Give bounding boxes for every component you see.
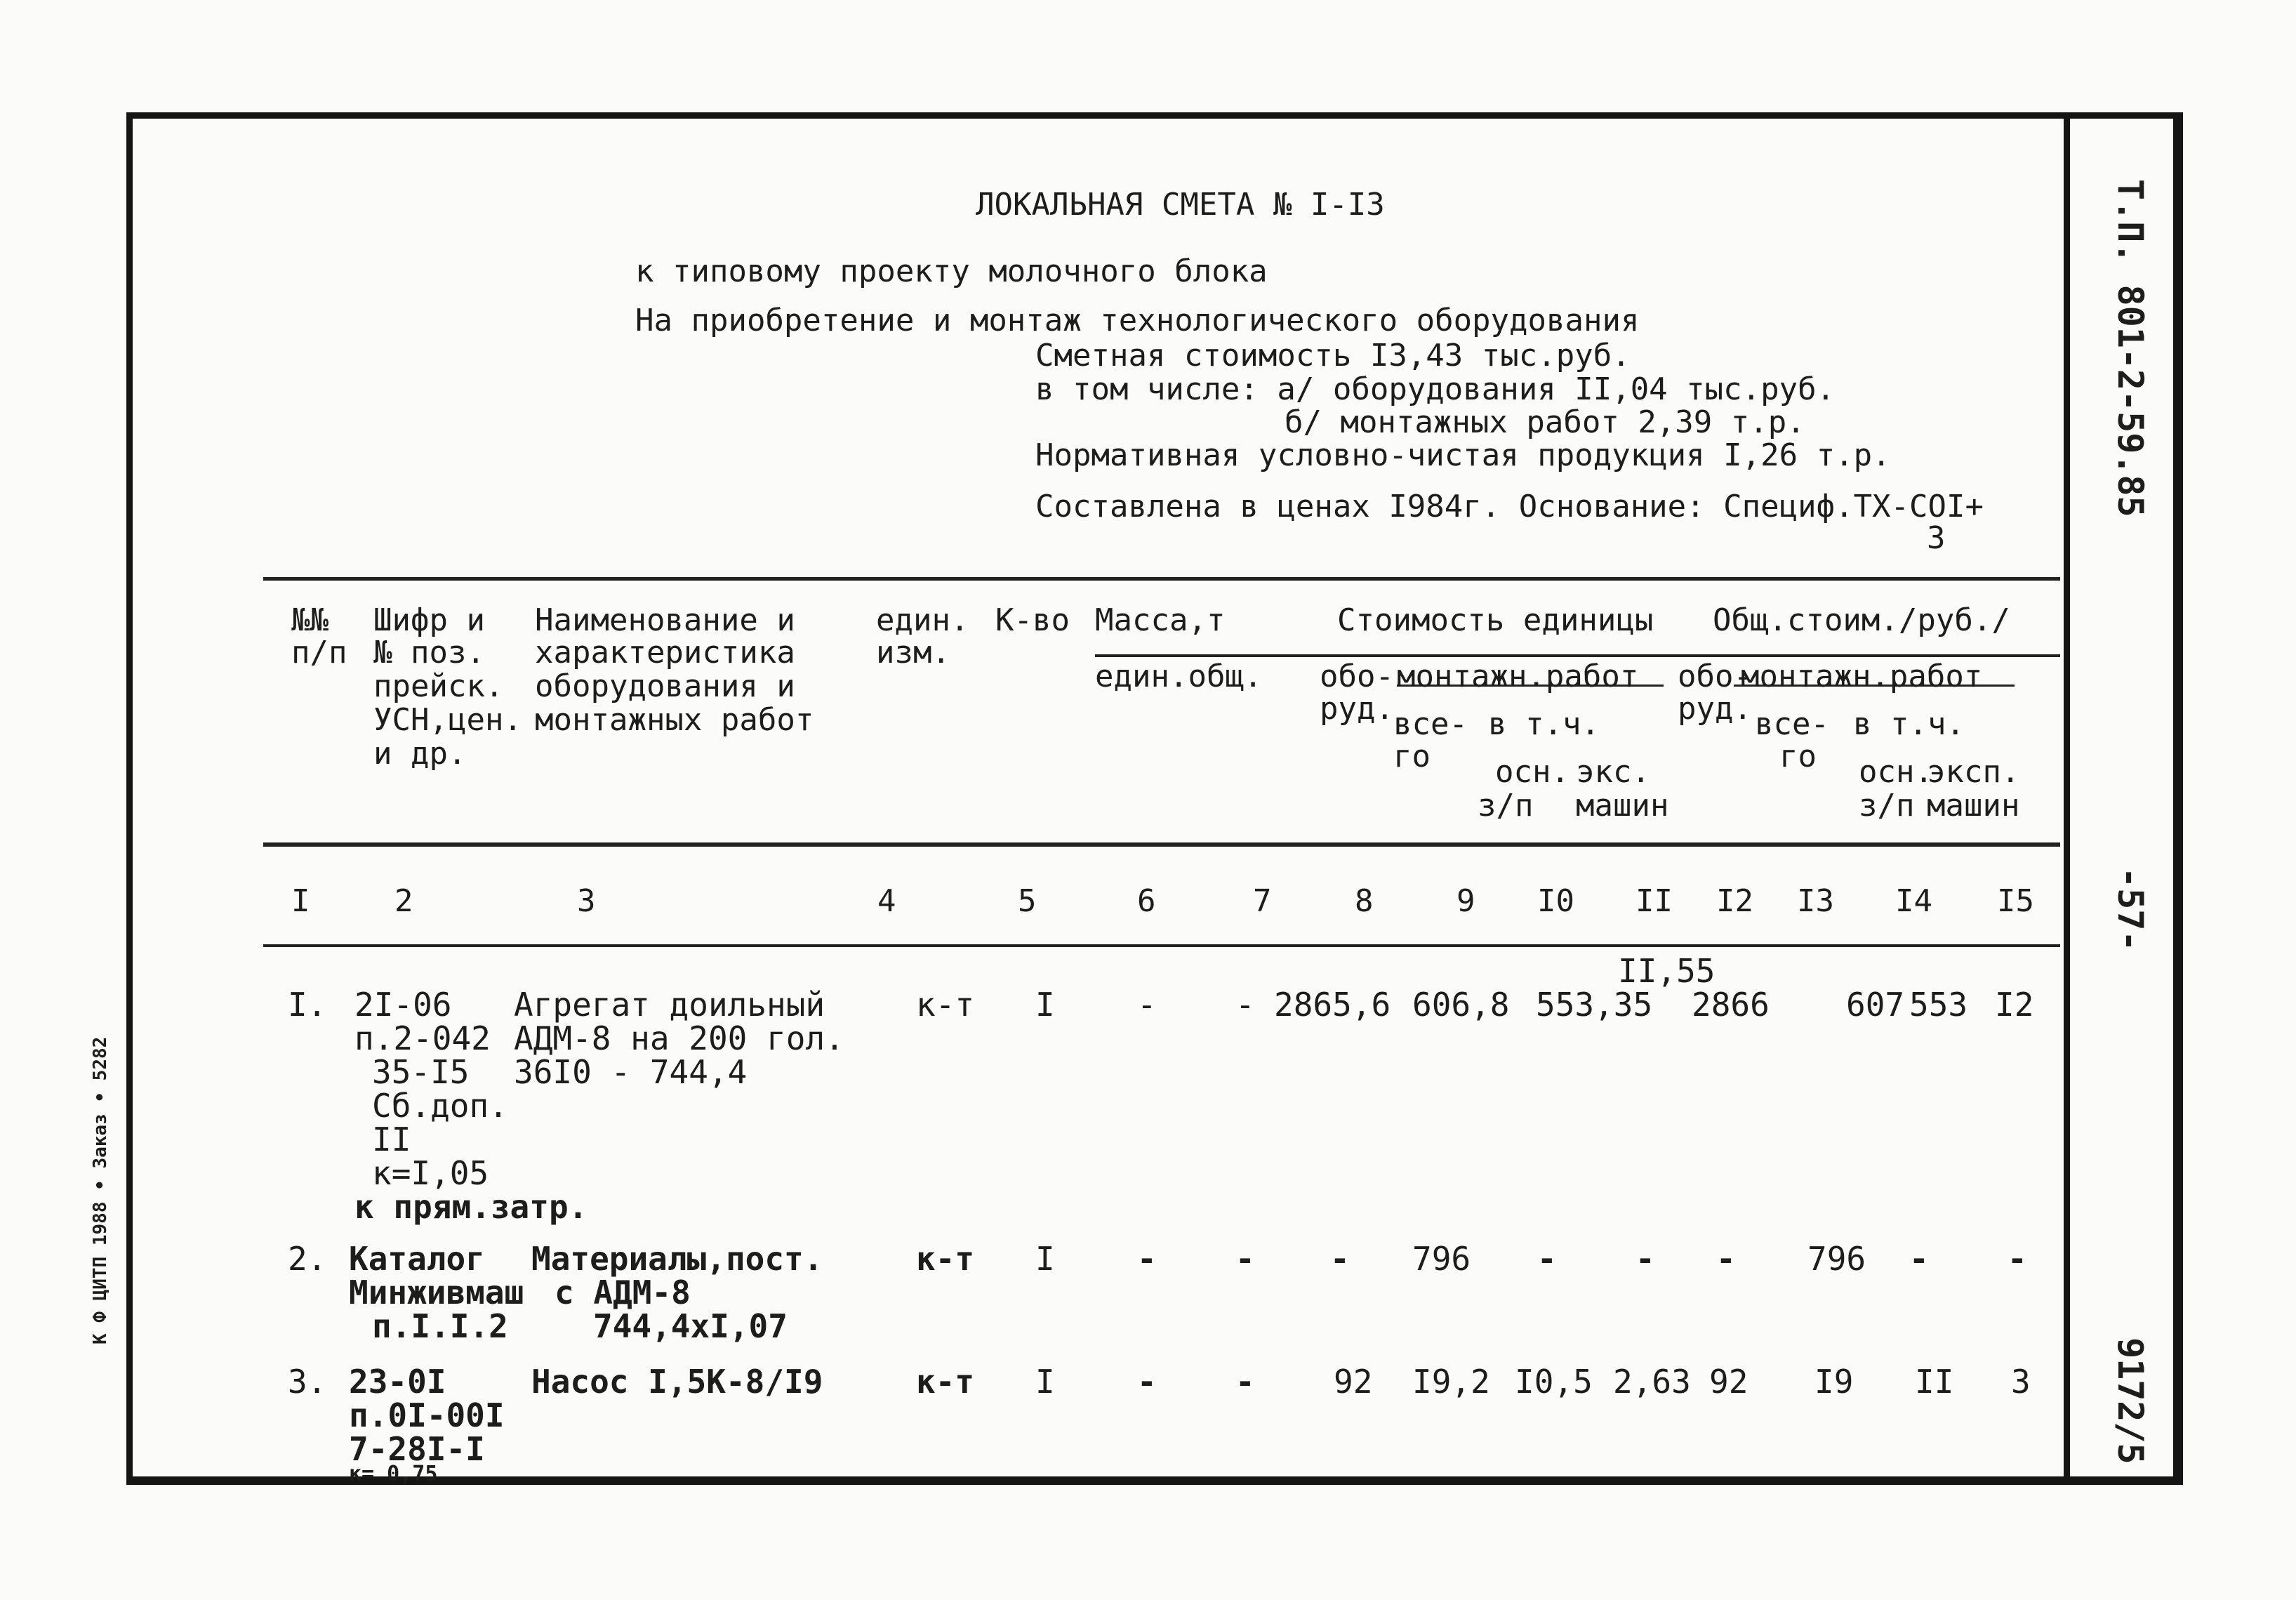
summary-line-5: Составлена в ценах I984г. Основание: Специф.ТХ-СОI+ [1035,489,1984,524]
row-name-line: 744,4хI,07 [593,1307,788,1345]
column-number-12: I2 [1716,883,1753,919]
row-mass-unit: - [1137,1363,1157,1401]
header-bottom-rule [263,842,2060,847]
row-code-line: к= 0,75 [349,1462,438,1486]
header-unit-all-2: го [1393,739,1431,774]
header-col1-line2: п/п [291,635,347,670]
header-unit-all-1: все- [1393,706,1468,742]
row-equip: - [1330,1240,1350,1278]
row-mass-unit: - [1137,986,1157,1024]
row-name-line: Агрегат доильный [514,986,825,1024]
row-name-line: 36I0 - 744,4 [514,1053,748,1091]
header-col3-line1: Наименование и [535,602,795,638]
row-unit: к-т [916,986,975,1024]
page-number: -57- [2110,867,2151,952]
header-col4-line1: един. [876,602,969,638]
column-number-4: 4 [877,883,896,919]
row-mont-osn: I0,5 [1515,1363,1593,1401]
row-total-eks: I2 [1995,986,2034,1024]
row-qty: I [1035,1240,1055,1278]
header-total-equip-1: обо- [1678,659,1752,694]
row-code-line: II [372,1120,411,1158]
header-total-equip-2: руд. [1678,691,1752,727]
row-code-line: к прям.затр. [354,1188,588,1226]
row-equip: 92 [1334,1363,1373,1401]
row-name-line: Материалы,пост. [531,1240,823,1278]
row-total-equip: 2866 [1692,986,1770,1024]
column-number-10: I0 [1537,883,1574,919]
row-mont-all: 606,8 [1412,986,1510,1024]
row-code-line: 2I-06 [354,986,452,1024]
row-total-all: 796 [1807,1240,1866,1278]
summary-line-1: Сметная стоимость I3,43 тыс.руб. [1035,338,1631,373]
summary-line-4: Нормативная условно-чистая продукция I,26 т.р. [1035,437,1891,473]
header-total-mash: машин [1927,788,2020,824]
row-mont-all: 796 [1412,1240,1471,1278]
row-mass-total: - [1235,1240,1255,1278]
header-col2-line2: № поз. [373,635,485,670]
row-code-line: к=I,05 [372,1154,489,1192]
header-col3-line2: характеристика [535,635,795,670]
row-unit: к-т [916,1240,975,1278]
row-total-all: 607 [1846,986,1905,1024]
document-title: ЛОКАЛЬНАЯ СМЕТА № I-I3 [976,187,1385,223]
column-number-5: 5 [1018,883,1037,919]
header-top-rule [263,577,2060,581]
header-total-cost: Общ.стоим./руб./ [1713,602,2010,638]
column-numbers-rule [263,944,2060,947]
row-total-equip: - [1716,1240,1736,1278]
header-col3-line4: монтажных работ [535,702,814,738]
header-col5: К-во [995,602,1070,638]
row-code-line: п.0I-00I [349,1396,505,1434]
row-total-eks: 3 [2011,1363,2031,1401]
column-number-15: I5 [1997,883,2034,919]
summary-line-5-sub: 3 [1927,520,1946,556]
row-equip: 2865,6 [1274,986,1391,1024]
header-col3-line3: оборудования и [535,668,795,704]
header-total-zp: з/п [1859,788,1915,824]
margin-print-note: К Ф ЦИТП 1988 • Заказ • 5282 [90,1036,111,1344]
project-code: Т.П. 801-2-59.85 [2110,179,2151,517]
header-sub-rule [1095,654,2060,657]
row-code-line: Минживмаш [349,1274,524,1311]
column-number-11: II [1635,883,1673,919]
sheet-number: 9172/5 [2110,1337,2151,1465]
document-subtitle: к типовому проекту молочного блока [635,253,1268,289]
row-code-line: 7-28I-I [349,1430,485,1468]
row-mass-total: - [1235,986,1255,1024]
header-col2-line4: УСН,цен. [373,702,522,738]
row-mont-all: I9,2 [1412,1363,1490,1401]
row-qty: I [1035,986,1055,1024]
header-unit-cost: Стоимость единицы [1337,602,1654,638]
row-number: 3. [288,1363,327,1401]
row-code-line: Каталог [349,1240,485,1278]
row-total-equip: 92 [1709,1363,1748,1401]
column-number-2: 2 [394,883,413,919]
row-qty: I [1035,1363,1055,1401]
row-name-line: с АДМ-8 [555,1274,691,1311]
row-mont-osn: 553,35 [1536,986,1653,1024]
header-mass: Масса,т [1095,602,1226,638]
header-total-eks: эксп. [1927,754,2020,790]
summary-line-2: в том числе: а/ оборудования II,04 тыс.руб. [1035,371,1836,407]
row-total-all: I9 [1814,1363,1854,1401]
column-number-14: I4 [1895,883,1932,919]
column-number-9: 9 [1456,883,1475,919]
header-unit-zp: з/п [1478,788,1534,824]
header-total-incl: в т.ч. [1853,706,1965,742]
header-unit-equip-2: руд. [1320,691,1394,727]
row-code-line: п.2-042 [354,1019,491,1057]
column-number-13: I3 [1797,883,1834,919]
row-name-line: Насос I,5К-8/I9 [531,1363,823,1401]
row-code-line: 23-0I [349,1363,446,1401]
header-mass-sub: един.общ. [1095,659,1263,694]
row-code-line: Сб.доп. [372,1087,508,1125]
row-mass-total: - [1235,1363,1255,1401]
header-col2-line1: Шифр и [373,602,485,638]
row-mont-eks: 2,63 [1613,1363,1691,1401]
side-divider [2064,116,2070,1483]
header-unit-mont: монтажн.работ [1397,659,1639,694]
header-unit-incl: в т.ч. [1488,706,1600,742]
header-col2-line5: и др. [373,736,467,772]
summary-line-3: б/ монтажных работ 2,39 т.р. [1285,404,1805,440]
column-number-8: 8 [1355,883,1374,919]
header-unit-mash: машин [1576,788,1669,824]
row-total-osn: - [1909,1240,1929,1278]
row-code-line: п.I.I.2 [372,1307,508,1345]
row-mont-eks: II,55 [1618,952,1716,990]
row-total-osn: II [1915,1363,1954,1401]
row-name-line: АДМ-8 на 200 гол. [514,1019,844,1057]
header-col2-line3: прейск. [373,668,504,704]
header-unit-eks: экс. [1576,754,1650,790]
column-number-3: 3 [577,883,596,919]
header-unit-osn: осн. [1495,754,1570,790]
header-total-osn: осн. [1859,754,1933,790]
row-mont-eks: - [1635,1240,1655,1278]
row-unit: к-т [916,1363,975,1401]
row-mass-unit: - [1137,1240,1157,1278]
header-col1-line1: №№ [291,602,329,638]
header-total-mont: монтажн.работ [1741,659,1983,694]
header-unit-equip-1: обо- [1320,659,1394,694]
row-mont-osn: - [1537,1240,1557,1278]
column-number-6: 6 [1137,883,1156,919]
column-number-7: 7 [1253,883,1272,919]
row-total-osn: 553 [1909,986,1968,1024]
header-col4-line2: изм. [876,635,950,670]
document-purpose: На приобретение и монтаж технологического оборудования [635,303,1640,338]
row-number: 2. [288,1240,327,1278]
header-total-all-2: го [1779,739,1817,774]
column-number-1: I [291,883,310,919]
row-total-eks: - [2008,1240,2027,1278]
row-code-line: 35-I5 [372,1053,470,1091]
header-total-all-1: все- [1755,706,1829,742]
row-number: I. [288,986,327,1024]
